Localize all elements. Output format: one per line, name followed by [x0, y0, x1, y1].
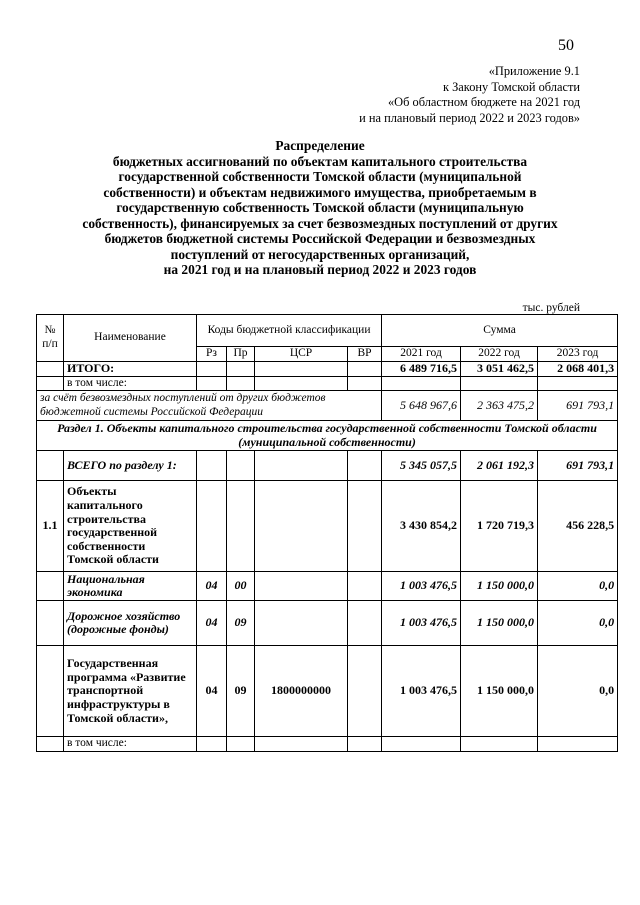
appendix-line: «Приложение 9.1 — [488, 64, 580, 78]
units-label: тыс. рублей — [522, 302, 580, 314]
cell-empty — [348, 451, 382, 481]
cell-empty — [37, 601, 64, 646]
header-name: Наименование — [64, 315, 197, 362]
including-last-row — [37, 737, 618, 752]
national-economy-rz: 04 — [197, 572, 227, 601]
header-row — [37, 315, 618, 347]
cell-empty — [37, 451, 64, 481]
cell-empty — [227, 481, 255, 572]
road-economy-name: Дорожное хозяйство (дорожные фонды) — [64, 601, 197, 646]
total-row — [37, 361, 618, 376]
budget-table — [36, 314, 618, 752]
title-line: на 2021 год и на плановый период 2022 и 2023 годов — [163, 262, 477, 277]
row-1-1-name: Объекты капитального строительства государственной собственности Томской области — [64, 481, 197, 572]
from-budgets-label: за счёт безвозмездных поступлений от других бюджетов бюджетной системы Российской Федерации — [37, 391, 382, 421]
section-heading: Раздел 1. Объекты капитального строительства государственной собственности Томской области (муниципальной собственности) — [37, 421, 618, 451]
cell-empty — [255, 737, 348, 752]
cell-empty — [348, 481, 382, 572]
cell-empty — [461, 376, 538, 391]
title-line: собственности) и объектам недвижимого имущества, приобретаемым в — [103, 184, 537, 200]
including-label: в том числе: — [64, 376, 197, 391]
section-total-2021: 5 345 057,5 — [382, 451, 461, 481]
section-total-row — [37, 451, 618, 481]
cell-empty — [37, 646, 64, 737]
row-1-1-2021: 3 430 854,2 — [382, 481, 461, 572]
state-program-name: Государственная программа «Развитие транспортной инфраструктуры в Томской области», — [64, 646, 197, 737]
national-economy-row — [37, 572, 618, 601]
cell-empty — [197, 737, 227, 752]
cell-empty — [197, 361, 227, 376]
document-title — [60, 138, 580, 278]
national-economy-2023: 0,0 — [538, 572, 618, 601]
header-num: № п/п — [37, 315, 64, 362]
road-economy-row — [37, 601, 618, 646]
cell-empty — [255, 601, 348, 646]
appendix-reference — [359, 64, 580, 126]
road-economy-pr: 09 — [227, 601, 255, 646]
header-2023: 2023 год — [538, 347, 618, 362]
road-economy-2022: 1 150 000,0 — [461, 601, 538, 646]
cell-empty — [37, 572, 64, 601]
title-line: поступлений от негосударственных организаций, — [170, 246, 470, 262]
road-economy-rz: 04 — [197, 601, 227, 646]
state-program-2023: 0,0 — [538, 646, 618, 737]
header-pr: Пр — [227, 347, 255, 362]
from-budgets-row — [37, 391, 618, 421]
road-economy-2023: 0,0 — [538, 601, 618, 646]
total-label: ИТОГО: — [64, 361, 197, 376]
cell-empty — [348, 572, 382, 601]
row-1-1-2023: 456 228,5 — [538, 481, 618, 572]
national-economy-name: Национальная экономика — [64, 572, 197, 601]
header-sum: Сумма — [382, 315, 618, 347]
state-program-row — [37, 646, 618, 737]
appendix-line: к Закону Томской области — [442, 79, 580, 94]
page-number: 50 — [558, 37, 574, 54]
cell-empty — [538, 737, 618, 752]
cell-empty — [382, 737, 461, 752]
national-economy-2021: 1 003 476,5 — [382, 572, 461, 601]
header-2022: 2022 год — [461, 347, 538, 362]
cell-empty — [197, 376, 227, 391]
title-line: бюджетных ассигнований по объектам капитального строительства — [112, 153, 528, 169]
cell-empty — [37, 737, 64, 752]
cell-empty — [382, 376, 461, 391]
from-budgets-2021: 5 648 967,6 — [382, 391, 461, 421]
cell-empty — [348, 601, 382, 646]
including-row — [37, 376, 618, 391]
cell-empty — [348, 361, 382, 376]
header-csr: ЦСР — [255, 347, 348, 362]
total-2022: 3 051 462,5 — [461, 361, 538, 376]
national-economy-pr: 00 — [227, 572, 255, 601]
title-line: государственную собственность Томской области (муниципальную — [116, 200, 524, 215]
cell-empty — [348, 646, 382, 737]
cell-empty — [255, 376, 348, 391]
road-economy-2021: 1 003 476,5 — [382, 601, 461, 646]
row-1-1-2022: 1 720 719,3 — [461, 481, 538, 572]
title-line: бюджетов бюджетной системы Российской Федерации и безвозмездных — [104, 231, 536, 246]
cell-empty — [461, 737, 538, 752]
including-last-label: в том числе: — [64, 737, 197, 752]
cell-empty — [37, 376, 64, 391]
cell-empty — [227, 451, 255, 481]
cell-empty — [255, 572, 348, 601]
cell-empty — [255, 451, 348, 481]
header-2021: 2021 год — [382, 347, 461, 362]
row-1-1-num: 1.1 — [37, 481, 64, 572]
cell-empty — [538, 376, 618, 391]
cell-empty — [255, 361, 348, 376]
section-total-2023: 691 793,1 — [538, 451, 618, 481]
cell-empty — [348, 376, 382, 391]
cell-empty — [197, 451, 227, 481]
section-total-label: ВСЕГО по разделу 1: — [64, 451, 197, 481]
national-economy-2022: 1 150 000,0 — [461, 572, 538, 601]
total-2023: 2 068 401,3 — [538, 361, 618, 376]
state-program-2021: 1 003 476,5 — [382, 646, 461, 737]
cell-empty — [37, 361, 64, 376]
state-program-csr: 1800000000 — [255, 646, 348, 737]
state-program-rz: 04 — [197, 646, 227, 737]
cell-empty — [348, 737, 382, 752]
appendix-line: «Об областном бюджете на 2021 год — [387, 95, 580, 109]
appendix-line: и на плановый период 2022 и 2023 годов» — [359, 110, 580, 125]
row-1-1 — [37, 481, 618, 572]
section-total-2022: 2 061 192,3 — [461, 451, 538, 481]
header-rz: Рз — [197, 347, 227, 362]
total-2021: 6 489 716,5 — [382, 361, 461, 376]
from-budgets-2022: 2 363 475,2 — [461, 391, 538, 421]
header-vr: ВР — [348, 347, 382, 362]
title-line: государственной собственности Томской области (муниципальной — [118, 169, 522, 184]
title-line: Распределение — [275, 138, 365, 153]
from-budgets-2023: 691 793,1 — [538, 391, 618, 421]
cell-empty — [227, 361, 255, 376]
cell-empty — [197, 481, 227, 572]
state-program-pr: 09 — [227, 646, 255, 737]
cell-empty — [227, 376, 255, 391]
cell-empty — [255, 481, 348, 572]
title-line: собственность), финансируемых за счет безвозмездных поступлений от других — [82, 215, 558, 231]
header-codes: Коды бюджетной классификации — [197, 315, 382, 347]
section-row — [37, 421, 618, 451]
state-program-2022: 1 150 000,0 — [461, 646, 538, 737]
cell-empty — [227, 737, 255, 752]
